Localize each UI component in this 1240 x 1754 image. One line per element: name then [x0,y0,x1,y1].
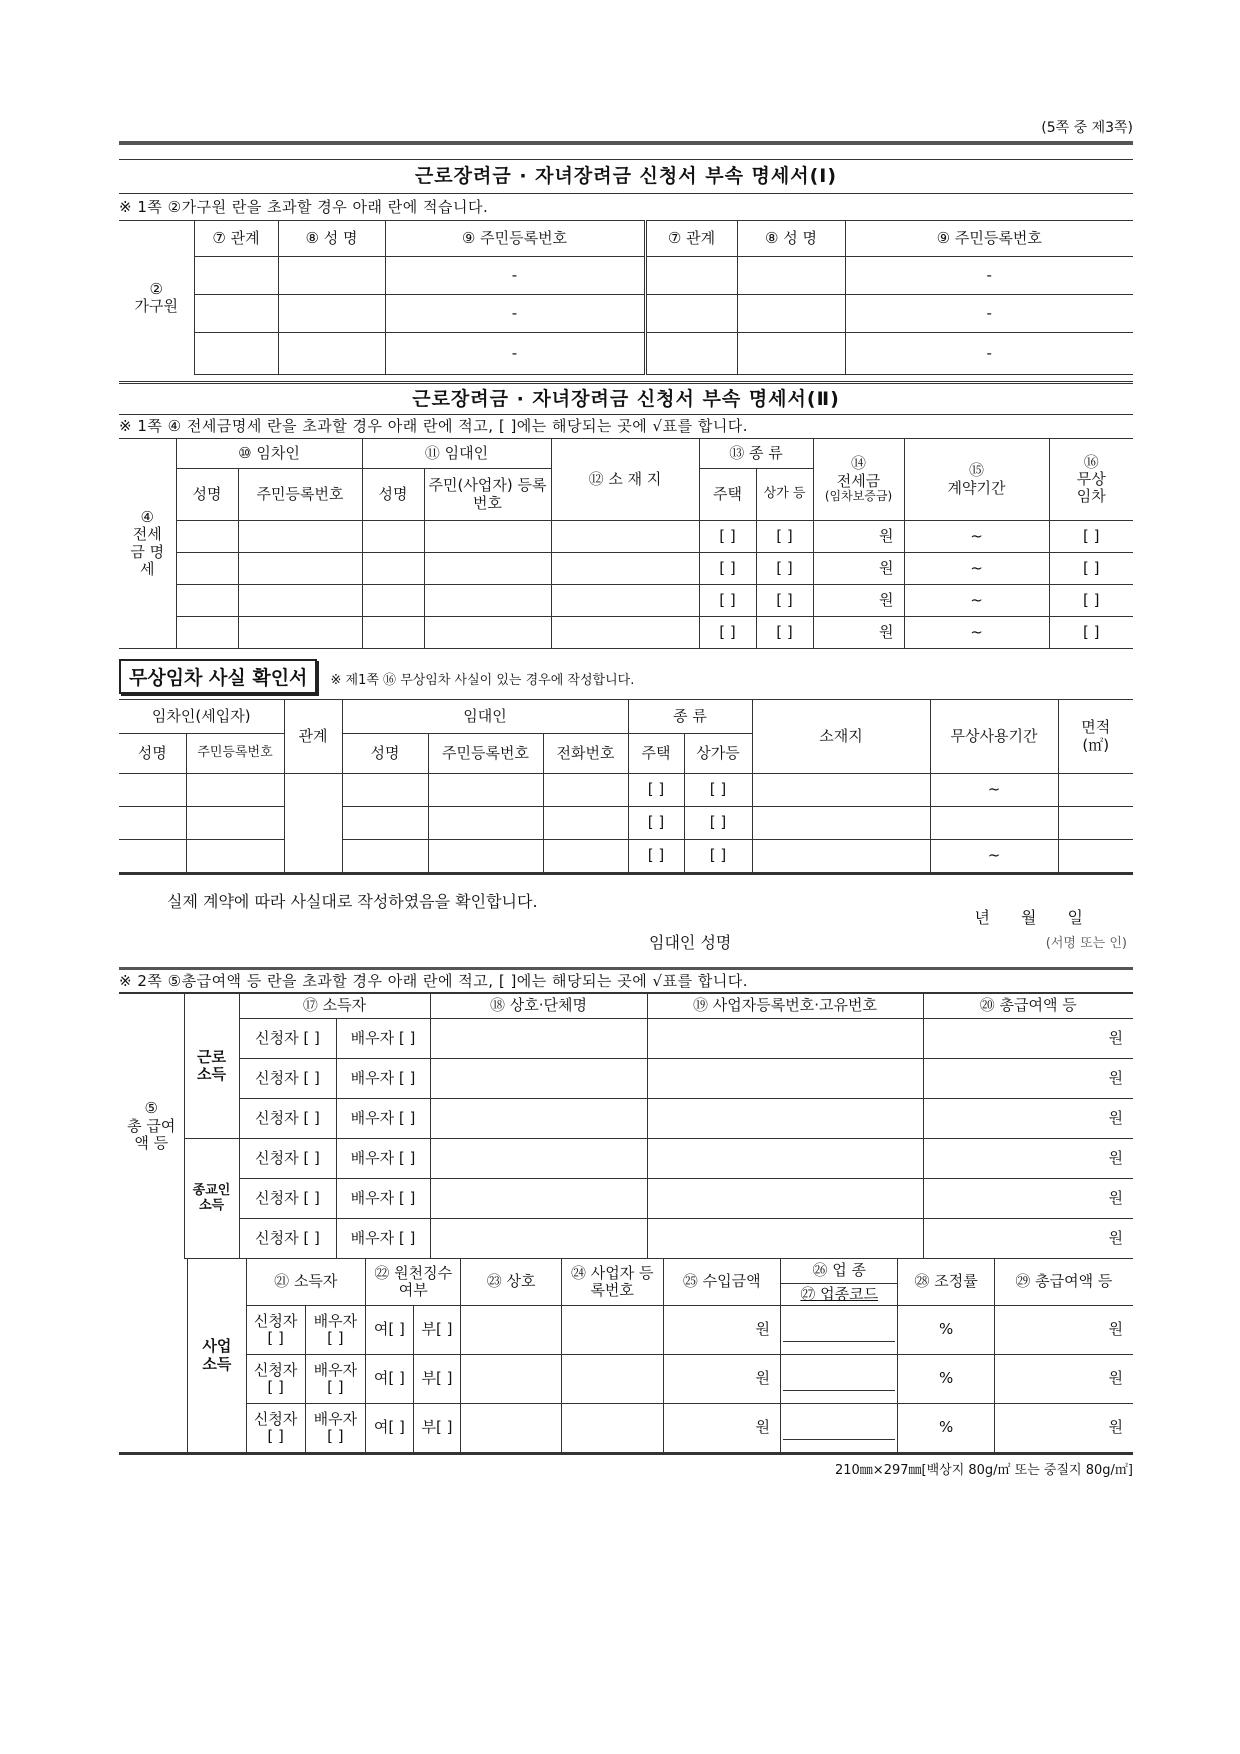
household-label: ② 가구원 [119,221,194,375]
section1-note: ※ 1쪽 ②가구원 란을 초과할 경우 아래 란에 적습니다. [119,198,489,216]
deposit-label: ④ 전세금 명세 [119,439,176,649]
total-pay-label: ⑤ 총 급여액 등 [119,994,184,1259]
col-id: ⑨ 주민등록번호 [385,221,645,257]
confirmation-block [119,875,1133,967]
labor-label: 근로 소득 [184,994,239,1139]
form-page [119,115,1133,1478]
household-table [119,220,1133,375]
table-row: - - [119,333,1133,375]
table-row: 신청자 [ ] 배우자 [ ] 원 [119,1179,1133,1219]
table-row: 신청자 [ ] 배우자 [ ] 원 [119,1219,1133,1259]
table-row: [ ] [ ] 원 ~ [ ] [119,585,1133,617]
col-deposit: ⑭ 전세금 (임차보증금) [813,439,904,521]
section1-title: 근로장려금 · 자녀장려금 신청서 부속 명세서(Ⅰ) [119,159,1133,194]
table-row: 신청자 [ ] 배우자 [ ] 여[ ] 부[ ] 원 % 원 [119,1306,1133,1355]
table-row: 신청자 [ ] 배우자 [ ] 여[ ] 부[ ] 원 % 원 [119,1355,1133,1404]
section2-title: 근로장려금 · 자녀장려금 신청서 부속 명세서(Ⅱ) [119,384,1133,415]
col-id-2: ⑨ 주민등록번호 [845,221,1133,257]
free-lease-title: 무상임차 사실 확인서 [119,659,317,694]
table-row: 신청자 [ ] 배우자 [ ] 원 [119,1099,1133,1139]
table-row: [ ] [ ] 원 ~ [ ] [119,521,1133,553]
col-period: ⑮ 계약기간 [904,439,1049,521]
free-lease-header [119,649,1133,699]
col-relation: ⑦ 관계 [194,221,278,257]
table-row: - - [119,295,1133,333]
col-name: ⑧ 성 명 [278,221,385,257]
section2-note: ※ 1쪽 ④ 전세금명세 란을 초과할 경우 아래 란에 적고, [ ]에는 해당되는 곳에 √표를 합니다. [119,417,749,435]
business-label: 사업 소득 [188,1259,246,1453]
confirmation-text: 실제 계약에 따라 사실대로 작성하였음을 확인합니다. [167,892,538,911]
paper-spec: 210㎜×297㎜[백상지 80g/㎡ 또는 중질지 80g/㎡] [834,1463,1133,1478]
date-line: 년 월 일 [974,908,1083,927]
col-relation-2: ⑦ 관계 [645,221,737,257]
col-name-2: ⑧ 성 명 [737,221,845,257]
col-lessee: ⑩ 임차인 [176,439,362,469]
signer-label: 임대인 성명 [649,933,732,952]
table-row: [ ] [ ] 원 ~ [ ] [119,617,1133,649]
business-income-table: 사업 소득 ㉑ 소득자 ㉒ 원천징수 여부 ㉓ 상호 ㉔ 사업자 등록번호 ㉕ 수입금액 ㉖ 업 종 ㉘ 조정률 ㉙ 총급여액 등 ㉗ 업종코드 신청자 [ ] 배우자 [ ] 여[ ] 부[ ] 원 % 원 신청자 [ ] 배우자 [ ] 여[ ] 부[ ] 원 % 원 신청자 [ ] 배우자 [ ] 여[ ] 부[ ] 원 % 원 [119,1258,1133,1453]
table-row: [ ] [ ] [119,807,1133,840]
col-free: ⑯ 무상 임차 [1049,439,1133,521]
income-table: ⑤ 총 급여액 등 근로 소득 ⑰ 소득자 ⑱ 상호·단체명 ⑲ 사업자등록번호·고유번호 ⑳ 총급여액 등 신청자 [ ] 배우자 [ ] 원 신청자 [ ] 배우자 [ ] 원 신청자 [ ] 배우자 [ ] 원 종교인 소득 신청자 [ ] 배우자 [ ] 원 신청자 [ ] 배우자 [ ] 원 신청자 [ ] 배우자 [ ] 원 [119,993,1133,1259]
table-row: 신청자 [ ] 배우자 [ ] 여[ ] 부[ ] 원 % 원 [119,1404,1133,1453]
section4-note: ※ 2쪽 ⑤총급여액 등 란을 초과할 경우 아래 란에 적고, [ ]에는 해당되는 곳에 √표를 합니다. [119,970,1133,993]
col-lessor: ⑪ 임대인 [362,439,551,469]
table-row: [ ] [ ] 원 ~ [ ] [119,553,1133,585]
table-row: 종교인 소득 신청자 [ ] 배우자 [ ] 원 [119,1139,1133,1179]
religious-label: 종교인 소득 [184,1139,239,1259]
signature-field[interactable]: (서명 또는 인) [1045,936,1127,951]
deposit-table: ④ 전세금 명세 ⑩ 임차인 ⑪ 임대인 ⑫ 소 재 지 ⑬ 종 류 ⑭ 전세금 (임차보증금) ⑮ 계약기간 ⑯ 무상 임차 성명 주민등록번호 성명 주민(사업자) 등록번호 주택 상가 등 [ ] [ ] 원 ~ [ ] [ ] [ ] 원 ~ [ ] [ ] [ ] 원 ~ [ ] [ ] [ ] 원 ~ [ ] [119,438,1133,649]
table-row: 신청자 [ ] 배우자 [ ] 원 [119,1059,1133,1099]
col-type: ⑬ 종 류 [699,439,813,469]
table-row: [ ] [ ] ~ [119,840,1133,873]
table-row: - - [119,257,1133,295]
page-number: (5쪽 중 제3쪽) [1041,120,1133,136]
table-row: [ ] [ ] ~ [119,774,1133,807]
col-location: ⑫ 소 재 지 [551,439,699,521]
table-row: 신청자 [ ] 배우자 [ ] 원 [119,1019,1133,1059]
free-lease-note: ※ 제1쪽 ⑯ 무상임차 사실이 있는 경우에 작성합니다. [330,673,635,688]
free-lease-table: 임차인(세입자) 관계 임대인 종 류 소재지 무상사용기간 면적 (㎡) 성명 주민등록번호 성명 주민등록번호 전화번호 주택 상가등 [ ] [ ] ~ [ ] [ ] [ ] [ ] ~ [119,699,1133,873]
